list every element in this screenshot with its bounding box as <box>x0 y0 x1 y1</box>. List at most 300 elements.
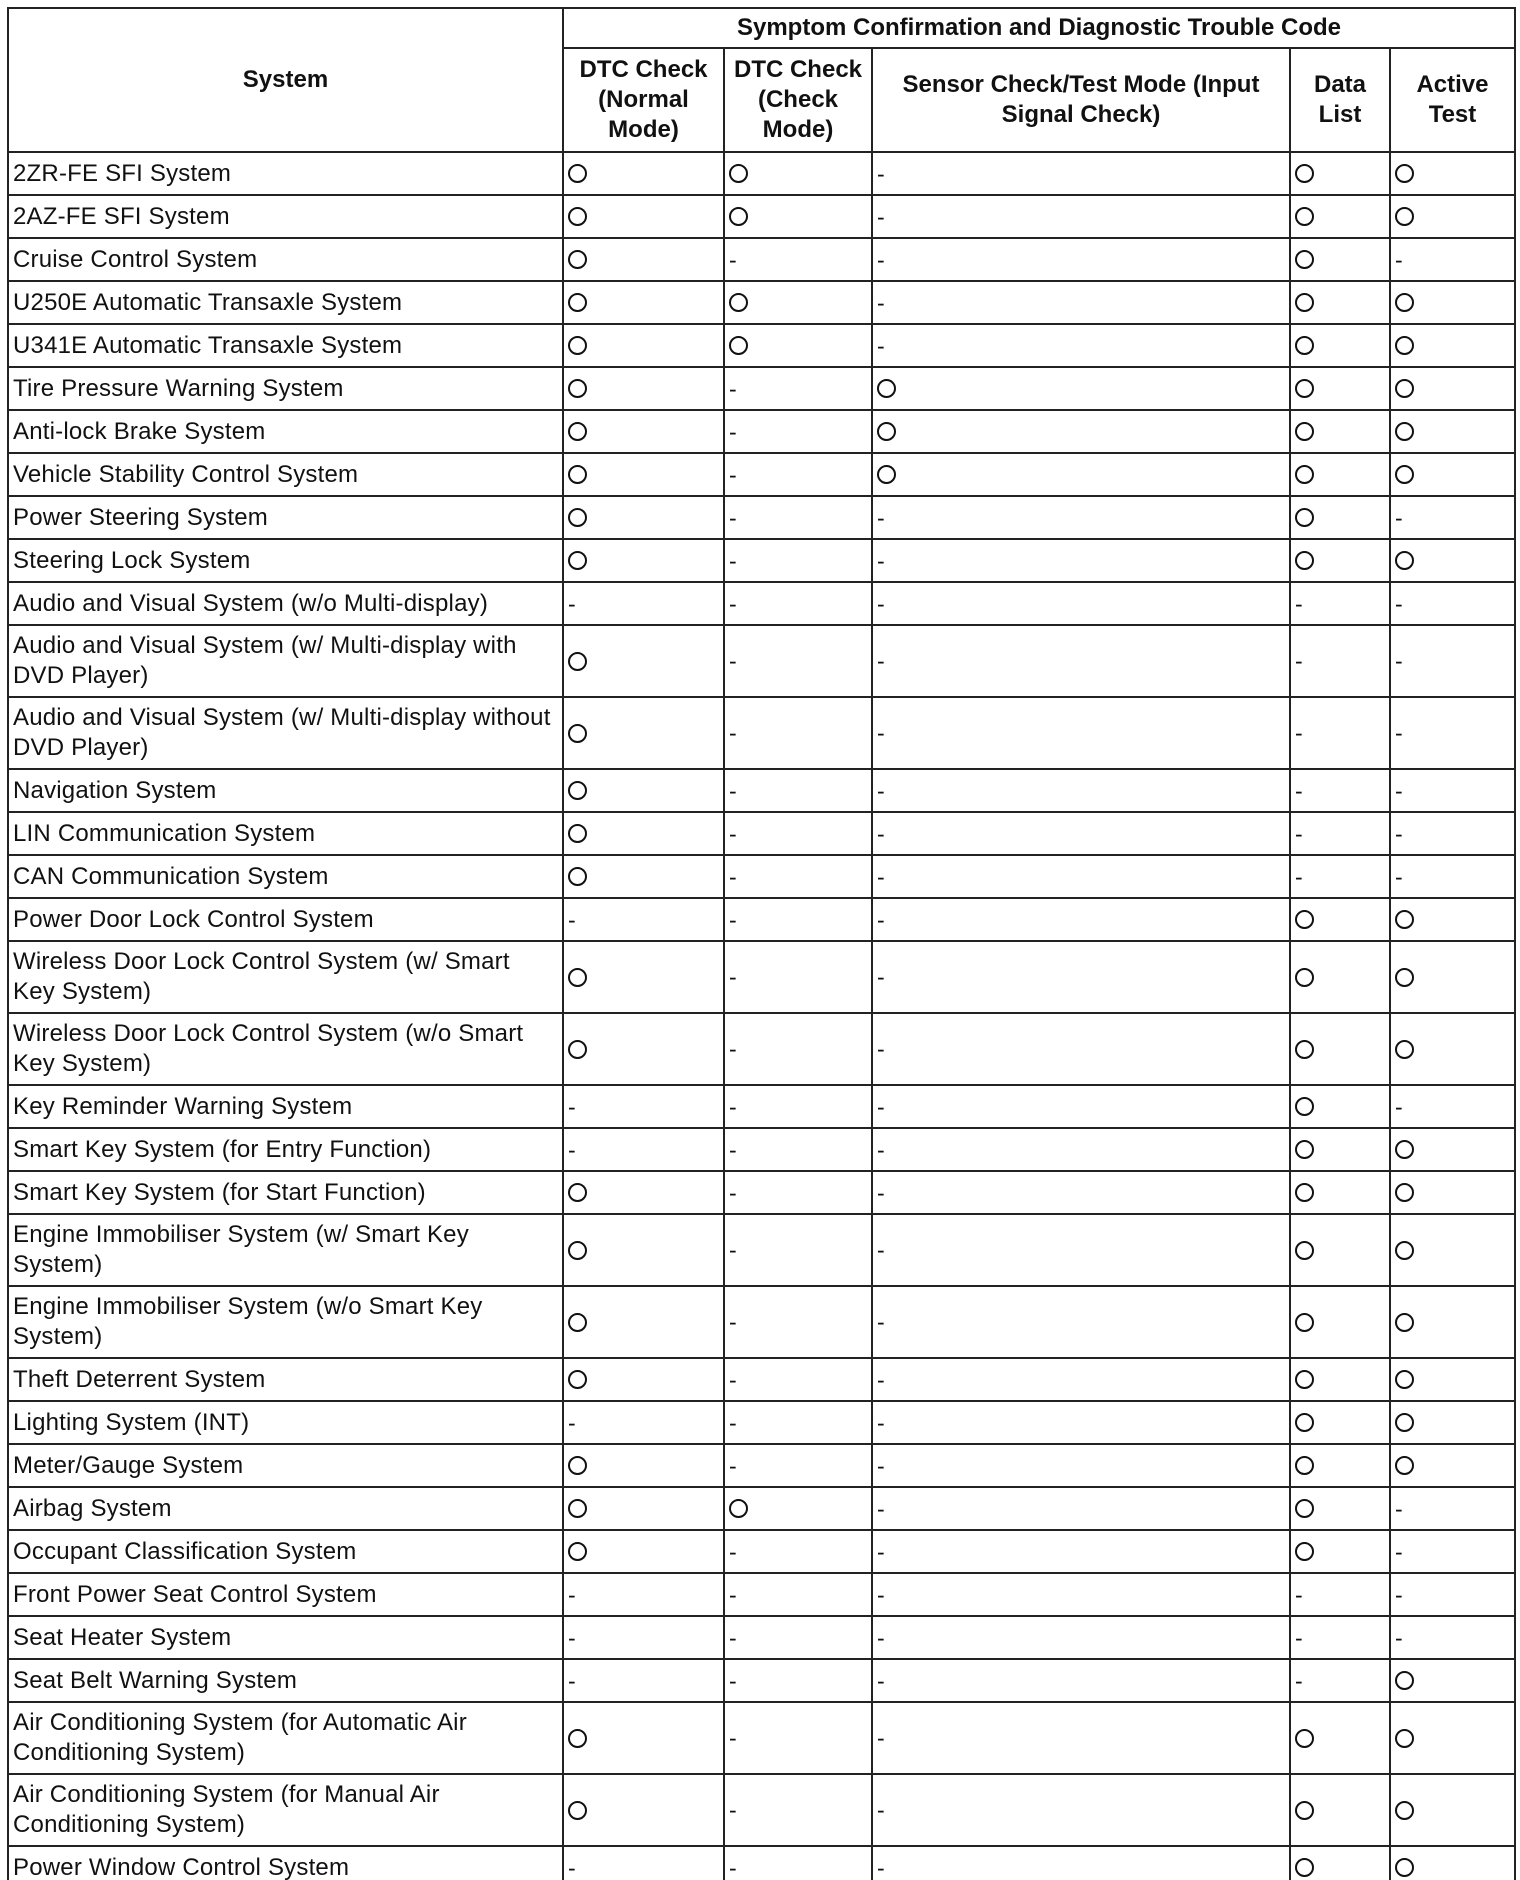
cell-data-list <box>1290 152 1390 195</box>
not-applicable-dash: - <box>877 1797 885 1823</box>
cell-dtc-check-mode <box>724 238 872 281</box>
cell-active-test <box>1390 1128 1515 1171</box>
cell-sensor-check-test-mode <box>872 941 1290 1013</box>
system-name-cell: Seat Heater System <box>8 1616 563 1659</box>
system-name-cell: Occupant Classification System <box>8 1530 563 1573</box>
cell-sensor-check-test-mode <box>872 367 1290 410</box>
cell-dtc-normal-mode <box>563 1358 724 1401</box>
not-applicable-dash: - <box>729 964 737 990</box>
cell-dtc-check-mode <box>724 1171 872 1214</box>
supported-circle-icon <box>1295 379 1314 398</box>
cell-data-list <box>1290 941 1390 1013</box>
cell-dtc-normal-mode <box>563 324 724 367</box>
not-applicable-dash: - <box>1295 863 1303 890</box>
supported-circle-icon <box>1395 1313 1414 1332</box>
supported-circle-icon <box>1395 1413 1414 1432</box>
supported-circle-icon <box>1395 1858 1414 1877</box>
cell-dtc-normal-mode <box>563 1401 724 1444</box>
supported-circle-icon <box>568 422 587 441</box>
not-applicable-dash: - <box>877 332 885 359</box>
cell-data-list <box>1290 1286 1390 1358</box>
supported-circle-icon <box>1295 1313 1314 1332</box>
cell-active-test <box>1390 281 1515 324</box>
system-name-cell: LIN Communication System <box>8 812 563 855</box>
cell-dtc-normal-mode <box>563 941 724 1013</box>
cell-active-test <box>1390 1530 1515 1573</box>
table-row <box>8 1013 1515 1085</box>
table-row <box>8 1085 1515 1128</box>
cell-dtc-check-mode <box>724 812 872 855</box>
not-applicable-dash: - <box>877 1667 885 1694</box>
system-name-cell: Wireless Door Lock Control System (w/ Smart Key System) <box>8 941 563 1013</box>
not-applicable-dash: - <box>729 820 737 847</box>
supported-circle-icon <box>1395 1671 1414 1690</box>
supported-circle-icon <box>568 465 587 484</box>
cell-dtc-normal-mode <box>563 152 724 195</box>
table-row <box>8 625 1515 697</box>
cell-data-list <box>1290 1013 1390 1085</box>
supported-circle-icon <box>1395 1456 1414 1475</box>
supported-circle-icon <box>1295 1499 1314 1518</box>
not-applicable-dash: - <box>877 1538 885 1565</box>
cell-dtc-normal-mode <box>563 582 724 625</box>
cell-data-list <box>1290 1214 1390 1286</box>
cell-active-test <box>1390 367 1515 410</box>
not-applicable-dash: - <box>729 1452 737 1479</box>
system-name-cell: Cruise Control System <box>8 238 563 281</box>
not-applicable-dash: - <box>877 504 885 531</box>
not-applicable-dash: - <box>1295 1624 1303 1651</box>
supported-circle-icon <box>1295 968 1314 987</box>
cell-dtc-normal-mode <box>563 1702 724 1774</box>
cell-dtc-normal-mode <box>563 855 724 898</box>
not-applicable-dash: - <box>729 1237 737 1263</box>
table-row <box>8 1128 1515 1171</box>
cell-dtc-check-mode <box>724 195 872 238</box>
cell-data-list <box>1290 281 1390 324</box>
supported-circle-icon <box>568 781 587 800</box>
not-applicable-dash: - <box>877 1309 885 1335</box>
supported-circle-icon <box>1295 422 1314 441</box>
not-applicable-dash: - <box>877 246 885 273</box>
header-row-group <box>8 8 1515 48</box>
cell-active-test <box>1390 812 1515 855</box>
supported-circle-icon <box>568 379 587 398</box>
cell-data-list <box>1290 1444 1390 1487</box>
not-applicable-dash: - <box>877 863 885 890</box>
system-name-cell: Engine Immobiliser System (w/o Smart Key System) <box>8 1286 563 1358</box>
cell-active-test <box>1390 1085 1515 1128</box>
cell-data-list <box>1290 324 1390 367</box>
cell-dtc-check-mode <box>724 367 872 410</box>
cell-active-test <box>1390 1013 1515 1085</box>
supported-circle-icon <box>1395 336 1414 355</box>
cell-dtc-check-mode <box>724 1774 872 1846</box>
supported-circle-icon <box>1395 1729 1414 1748</box>
system-name-cell: Anti-lock Brake System <box>8 410 563 453</box>
not-applicable-dash: - <box>729 547 737 574</box>
system-name-cell: Navigation System <box>8 769 563 812</box>
cell-sensor-check-test-mode <box>872 1171 1290 1214</box>
cell-dtc-normal-mode <box>563 1171 724 1214</box>
system-name-cell: Airbag System <box>8 1487 563 1530</box>
not-applicable-dash: - <box>568 1581 576 1608</box>
not-applicable-dash: - <box>1295 590 1303 617</box>
cell-active-test <box>1390 855 1515 898</box>
supported-circle-icon <box>1395 1370 1414 1389</box>
cell-sensor-check-test-mode <box>872 324 1290 367</box>
system-name-cell: Vehicle Stability Control System <box>8 453 563 496</box>
cell-sensor-check-test-mode <box>872 539 1290 582</box>
table-row <box>8 1616 1515 1659</box>
cell-dtc-normal-mode <box>563 1214 724 1286</box>
cell-sensor-check-test-mode <box>872 855 1290 898</box>
supported-circle-icon <box>568 1542 587 1561</box>
table-row <box>8 1286 1515 1358</box>
system-name-cell: Power Steering System <box>8 496 563 539</box>
supported-circle-icon <box>1395 910 1414 929</box>
system-name-cell: Air Conditioning System (for Automatic Air Conditioning System) <box>8 1702 563 1774</box>
not-applicable-dash: - <box>877 777 885 804</box>
cell-dtc-normal-mode <box>563 410 724 453</box>
cell-dtc-normal-mode <box>563 1286 724 1358</box>
cell-dtc-check-mode <box>724 1286 872 1358</box>
cell-sensor-check-test-mode <box>872 1659 1290 1702</box>
cell-dtc-normal-mode <box>563 1846 724 1880</box>
not-applicable-dash: - <box>1395 777 1403 804</box>
table-row <box>8 324 1515 367</box>
cell-dtc-check-mode <box>724 281 872 324</box>
not-applicable-dash: - <box>729 906 737 933</box>
cell-dtc-check-mode <box>724 1659 872 1702</box>
supported-circle-icon <box>729 164 748 183</box>
cell-dtc-check-mode <box>724 1846 872 1880</box>
header-group-symptom-dtc: Symptom Confirmation and Diagnostic Trouble Code <box>563 8 1515 48</box>
not-applicable-dash: - <box>877 1495 885 1522</box>
supported-circle-icon <box>1395 551 1414 570</box>
cell-dtc-normal-mode <box>563 1013 724 1085</box>
supported-circle-icon <box>1295 1040 1314 1059</box>
not-applicable-dash: - <box>729 1797 737 1823</box>
not-applicable-dash: - <box>729 418 737 445</box>
supported-circle-icon <box>568 1370 587 1389</box>
system-name-cell: Smart Key System (for Start Function) <box>8 1171 563 1214</box>
cell-sensor-check-test-mode <box>872 1286 1290 1358</box>
cell-data-list <box>1290 1659 1390 1702</box>
supported-circle-icon <box>568 1499 587 1518</box>
supported-circle-icon <box>568 164 587 183</box>
cell-dtc-normal-mode <box>563 1659 724 1702</box>
supported-circle-icon <box>1395 1241 1414 1260</box>
cell-dtc-normal-mode <box>563 1487 724 1530</box>
cell-sensor-check-test-mode <box>872 1702 1290 1774</box>
table-body <box>8 152 1515 1880</box>
not-applicable-dash: - <box>729 1036 737 1062</box>
cell-dtc-check-mode <box>724 625 872 697</box>
cell-active-test <box>1390 769 1515 812</box>
supported-circle-icon <box>1295 1097 1314 1116</box>
cell-data-list <box>1290 1358 1390 1401</box>
cell-sensor-check-test-mode <box>872 769 1290 812</box>
system-name-cell: Audio and Visual System (w/ Multi-display without DVD Player) <box>8 697 563 769</box>
header-dtc-normal-mode: DTC Check (Normal Mode) <box>563 48 724 152</box>
cell-dtc-check-mode <box>724 697 872 769</box>
cell-sensor-check-test-mode <box>872 1401 1290 1444</box>
not-applicable-dash: - <box>877 1624 885 1651</box>
not-applicable-dash: - <box>877 1366 885 1393</box>
cell-active-test <box>1390 1358 1515 1401</box>
not-applicable-dash: - <box>568 1667 576 1694</box>
cell-sensor-check-test-mode <box>872 1616 1290 1659</box>
cell-sensor-check-test-mode <box>872 496 1290 539</box>
supported-circle-icon <box>1395 1140 1414 1159</box>
system-name-cell: U250E Automatic Transaxle System <box>8 281 563 324</box>
supported-circle-icon <box>1395 465 1414 484</box>
supported-circle-icon <box>1295 551 1314 570</box>
not-applicable-dash: - <box>729 1624 737 1651</box>
system-name-cell: CAN Communication System <box>8 855 563 898</box>
table-row <box>8 1214 1515 1286</box>
cell-active-test <box>1390 539 1515 582</box>
cell-data-list <box>1290 582 1390 625</box>
supported-circle-icon <box>1295 1729 1314 1748</box>
cell-sensor-check-test-mode <box>872 1846 1290 1880</box>
supported-circle-icon <box>1295 250 1314 269</box>
not-applicable-dash: - <box>729 863 737 890</box>
not-applicable-dash: - <box>729 461 737 488</box>
table-row <box>8 1358 1515 1401</box>
system-name-cell: Air Conditioning System (for Manual Air Conditioning System) <box>8 1774 563 1846</box>
table-row <box>8 1774 1515 1846</box>
not-applicable-dash: - <box>1295 1667 1303 1694</box>
supported-circle-icon <box>1295 1370 1314 1389</box>
supported-circle-icon <box>568 207 587 226</box>
cell-active-test <box>1390 625 1515 697</box>
cell-active-test <box>1390 1401 1515 1444</box>
cell-active-test <box>1390 1214 1515 1286</box>
system-name-cell: Audio and Visual System (w/ Multi-display with DVD Player) <box>8 625 563 697</box>
not-applicable-dash: - <box>877 1237 885 1263</box>
not-applicable-dash: - <box>729 1136 737 1163</box>
system-name-cell: Lighting System (INT) <box>8 1401 563 1444</box>
cell-dtc-check-mode <box>724 1616 872 1659</box>
cell-dtc-check-mode <box>724 1702 872 1774</box>
not-applicable-dash: - <box>1395 504 1403 531</box>
supported-circle-icon <box>1295 910 1314 929</box>
not-applicable-dash: - <box>877 964 885 990</box>
table-row <box>8 496 1515 539</box>
supported-circle-icon <box>568 551 587 570</box>
supported-circle-icon <box>1395 293 1414 312</box>
cell-dtc-normal-mode <box>563 1444 724 1487</box>
supported-circle-icon <box>568 293 587 312</box>
cell-sensor-check-test-mode <box>872 1085 1290 1128</box>
cell-active-test <box>1390 898 1515 941</box>
not-applicable-dash: - <box>877 590 885 617</box>
not-applicable-dash: - <box>1295 648 1303 674</box>
system-name-cell: Wireless Door Lock Control System (w/o Smart Key System) <box>8 1013 563 1085</box>
not-applicable-dash: - <box>877 160 885 187</box>
not-applicable-dash: - <box>877 1452 885 1479</box>
not-applicable-dash: - <box>1295 1581 1303 1608</box>
not-applicable-dash: - <box>1395 863 1403 890</box>
cell-dtc-check-mode <box>724 1214 872 1286</box>
cell-data-list <box>1290 410 1390 453</box>
cell-dtc-check-mode <box>724 410 872 453</box>
not-applicable-dash: - <box>729 1309 737 1335</box>
cell-dtc-check-mode <box>724 898 872 941</box>
not-applicable-dash: - <box>1295 720 1303 746</box>
table-row <box>8 582 1515 625</box>
table-row <box>8 941 1515 1013</box>
cell-active-test <box>1390 1286 1515 1358</box>
cell-dtc-normal-mode <box>563 1573 724 1616</box>
cell-data-list <box>1290 855 1390 898</box>
table-row <box>8 697 1515 769</box>
not-applicable-dash: - <box>877 1136 885 1163</box>
cell-dtc-normal-mode <box>563 453 724 496</box>
cell-dtc-check-mode <box>724 324 872 367</box>
supported-circle-icon <box>1395 1183 1414 1202</box>
supported-circle-icon <box>1295 293 1314 312</box>
not-applicable-dash: - <box>877 289 885 316</box>
not-applicable-dash: - <box>729 720 737 746</box>
table-row <box>8 281 1515 324</box>
cell-dtc-normal-mode <box>563 812 724 855</box>
cell-sensor-check-test-mode <box>872 1774 1290 1846</box>
not-applicable-dash: - <box>877 203 885 230</box>
cell-dtc-normal-mode <box>563 898 724 941</box>
cell-active-test <box>1390 238 1515 281</box>
not-applicable-dash: - <box>1395 820 1403 847</box>
cell-data-list <box>1290 1487 1390 1530</box>
system-name-cell: Power Window Control System <box>8 1846 563 1880</box>
cell-dtc-check-mode <box>724 1358 872 1401</box>
not-applicable-dash: - <box>1395 1538 1403 1565</box>
supported-circle-icon <box>729 293 748 312</box>
cell-data-list <box>1290 1530 1390 1573</box>
cell-active-test <box>1390 1659 1515 1702</box>
table-header <box>8 8 1515 152</box>
not-applicable-dash: - <box>877 720 885 746</box>
cell-sensor-check-test-mode <box>872 1444 1290 1487</box>
cell-sensor-check-test-mode <box>872 281 1290 324</box>
not-applicable-dash: - <box>877 547 885 574</box>
cell-data-list <box>1290 1774 1390 1846</box>
system-name-cell: Seat Belt Warning System <box>8 1659 563 1702</box>
cell-sensor-check-test-mode <box>872 1013 1290 1085</box>
supported-circle-icon <box>568 1729 587 1748</box>
cell-dtc-normal-mode <box>563 1128 724 1171</box>
not-applicable-dash: - <box>877 1725 885 1751</box>
cell-active-test <box>1390 582 1515 625</box>
supported-circle-icon <box>568 968 587 987</box>
not-applicable-dash: - <box>1295 820 1303 847</box>
cell-sensor-check-test-mode <box>872 410 1290 453</box>
cell-data-list <box>1290 697 1390 769</box>
cell-sensor-check-test-mode <box>872 582 1290 625</box>
not-applicable-dash: - <box>729 1854 737 1880</box>
not-applicable-dash: - <box>877 1093 885 1120</box>
not-applicable-dash: - <box>729 590 737 617</box>
supported-circle-icon <box>568 1241 587 1260</box>
cell-data-list <box>1290 625 1390 697</box>
table-row <box>8 1659 1515 1702</box>
cell-data-list <box>1290 1128 1390 1171</box>
cell-active-test <box>1390 152 1515 195</box>
supported-circle-icon <box>1295 207 1314 226</box>
cell-dtc-check-mode <box>724 1530 872 1573</box>
supported-circle-icon <box>1295 1858 1314 1877</box>
cell-active-test <box>1390 453 1515 496</box>
table-row <box>8 539 1515 582</box>
supported-circle-icon <box>568 724 587 743</box>
cell-active-test <box>1390 1846 1515 1880</box>
not-applicable-dash: - <box>729 1725 737 1751</box>
not-applicable-dash: - <box>877 820 885 847</box>
cell-data-list <box>1290 1085 1390 1128</box>
table-row <box>8 238 1515 281</box>
cell-dtc-check-mode <box>724 1085 872 1128</box>
system-name-cell: 2ZR-FE SFI System <box>8 152 563 195</box>
cell-data-list <box>1290 539 1390 582</box>
supported-circle-icon <box>877 422 896 441</box>
not-applicable-dash: - <box>1395 720 1403 746</box>
not-applicable-dash: - <box>568 1136 576 1163</box>
not-applicable-dash: - <box>729 1366 737 1393</box>
supported-circle-icon <box>1295 508 1314 527</box>
supported-circle-icon <box>568 250 587 269</box>
cell-data-list <box>1290 453 1390 496</box>
cell-sensor-check-test-mode <box>872 625 1290 697</box>
cell-dtc-check-mode <box>724 855 872 898</box>
cell-data-list <box>1290 1573 1390 1616</box>
cell-dtc-normal-mode <box>563 1616 724 1659</box>
not-applicable-dash: - <box>877 1036 885 1062</box>
cell-dtc-check-mode <box>724 539 872 582</box>
cell-active-test <box>1390 1171 1515 1214</box>
cell-dtc-check-mode <box>724 1444 872 1487</box>
supported-circle-icon <box>568 1801 587 1820</box>
table-row <box>8 1702 1515 1774</box>
not-applicable-dash: - <box>568 1409 576 1436</box>
cell-dtc-check-mode <box>724 1401 872 1444</box>
cell-data-list <box>1290 898 1390 941</box>
cell-active-test <box>1390 410 1515 453</box>
supported-circle-icon <box>1295 336 1314 355</box>
not-applicable-dash: - <box>729 1409 737 1436</box>
system-name-cell: Steering Lock System <box>8 539 563 582</box>
not-applicable-dash: - <box>729 648 737 674</box>
cell-data-list <box>1290 1171 1390 1214</box>
cell-data-list <box>1290 496 1390 539</box>
cell-dtc-normal-mode <box>563 625 724 697</box>
supported-circle-icon <box>568 1040 587 1059</box>
table-row <box>8 1530 1515 1573</box>
header-data-list: Data List <box>1290 48 1390 152</box>
cell-active-test <box>1390 1616 1515 1659</box>
supported-circle-icon <box>1395 968 1414 987</box>
cell-sensor-check-test-mode <box>872 1358 1290 1401</box>
not-applicable-dash: - <box>729 777 737 804</box>
not-applicable-dash: - <box>729 1538 737 1565</box>
not-applicable-dash: - <box>1295 777 1303 804</box>
table-row <box>8 1401 1515 1444</box>
header-dtc-check-mode: DTC Check (Check Mode) <box>724 48 872 152</box>
header-system: System <box>8 8 563 152</box>
supported-circle-icon <box>568 508 587 527</box>
not-applicable-dash: - <box>729 504 737 531</box>
